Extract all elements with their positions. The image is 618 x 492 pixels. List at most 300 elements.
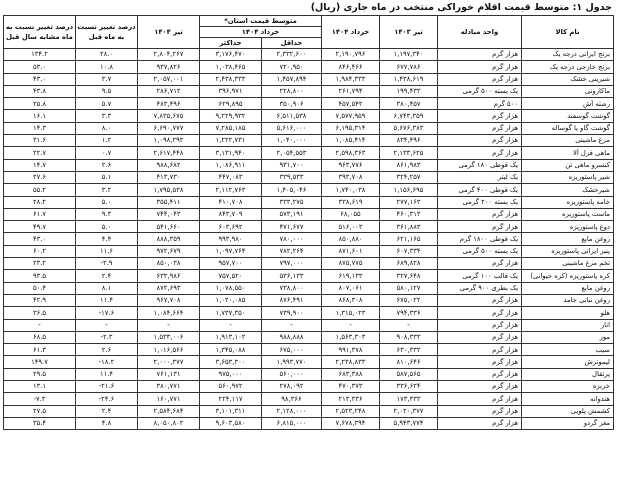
cell-province-max: ۱,۰۲۰,۰۸۵ [200, 294, 262, 306]
cell-khordad1404: ۸۵۰,۸۸۰ [322, 233, 380, 245]
cell-tir1403: ۱,۱۹۷,۳۴۰ [380, 49, 438, 61]
header-max: حداکثر [200, 38, 262, 49]
cell-item-name: روغن مایع [522, 233, 614, 245]
cell-change-prev: ۵.۰ [76, 221, 138, 233]
cell-tir1404: ۲,۰۵۷,۰۰۱ [138, 73, 200, 85]
cell-khordad1404: ۹۶۳,۷۷۶ [322, 159, 380, 171]
cell-change-year: ۱۴.۷ [4, 159, 76, 171]
cell-province-max: ۲,۴۳۸,۳۳۳ [200, 73, 262, 85]
cell-khordad1404: ۳۹۳,۷۰۸ [322, 171, 380, 183]
cell-unit: یک بسته ۵۰۰ گرمی [438, 85, 522, 97]
table-body [4, 49, 614, 430]
cell-tir1404: ۲۸۶,۷۱۲ [138, 85, 200, 97]
cell-province-max: ۳,۱۰۱,۳۱۱ [200, 405, 262, 417]
cell-khordad1404: ۱,۹۸۴,۳۳۳ [322, 73, 380, 85]
cell-province-min: ۶۷۵,۰۰۰ [262, 344, 322, 356]
cell-province-max: ۴۴۷,۰۸۳ [200, 171, 262, 183]
cell-khordad1404: ۸۴۶,۴۶۶ [322, 61, 380, 73]
table-row [4, 393, 614, 405]
cell-change-prev: -۱۸.۲ [76, 356, 138, 368]
cell-province-max: ۱,۷۳۷,۳۵۰ [200, 307, 262, 319]
cell-change-prev: ۹.۳ [76, 208, 138, 220]
cell-unit: هزار گرم [438, 381, 522, 393]
cell-change-prev: -۲۴.۶ [76, 393, 138, 405]
cell-change-year: ۱۴۹.۷ [4, 356, 76, 368]
cell-tir1404: ۹۶۷,۷۰۸ [138, 294, 200, 306]
cell-tir1404: - [138, 319, 200, 331]
cell-change-prev: ۱۱.۴ [76, 294, 138, 306]
cell-province-max: ۱,۰۷۸,۵۵۰ [200, 282, 262, 294]
cell-unit: هزار گرم [438, 344, 522, 356]
cell-province-min: ۲,۳۳۲,۶۰۰ [262, 49, 322, 61]
cell-province-max: ۱,۹۱۳,۱۰۲ [200, 331, 262, 343]
cell-item-name: سیب [522, 344, 614, 356]
cell-province-max: ۲۲۴,۱۱۷ [200, 393, 262, 405]
table-row [4, 356, 614, 368]
cell-tir1404: ۹۸۸,۶۸۲ [138, 159, 200, 171]
cell-change-prev: ۳.۲ [76, 184, 138, 196]
cell-province-max: ۹۹۳,۹۸۰ [200, 233, 262, 245]
header-province-month: خرداد ۱۴۰۴ [200, 27, 322, 38]
cell-unit: یک بسته ۲۰۰ گرمی [438, 196, 522, 208]
cell-province-min: ۱,۰۴۰,۰۰۰ [262, 135, 322, 147]
cell-change-prev: ۱۰.۸ [76, 61, 138, 73]
cell-tir1404: ۴۸۳,۴۹۶ [138, 98, 200, 110]
cell-tir1404: ۲,۸۰۴,۲۶۷ [138, 49, 200, 61]
cell-khordad1404: - [322, 319, 380, 331]
cell-tir1403: ۶۷۷,۷۸۶ [380, 61, 438, 73]
table-row [4, 208, 614, 220]
cell-khordad1404: ۱,۵۶۳,۳۰۳ [322, 331, 380, 343]
cell-province-min: ۱,۹۹۳,۷۷۰ [262, 356, 322, 368]
cell-item-name: هلو [522, 307, 614, 319]
cell-tir1403: ۳۳۶,۶۲۴ [380, 381, 438, 393]
header-khordad1404: خرداد ۱۴۰۴ [322, 16, 380, 49]
cell-province-min: ۹۸,۳۶۶ [262, 393, 322, 405]
cell-tir1403: ۲,۰۲۰,۳۷۷ [380, 405, 438, 417]
table-row [4, 184, 614, 196]
header-item: نام کالا [522, 16, 614, 49]
table-row [4, 110, 614, 122]
header-tir1404: تیر ۱۴۰۴ [138, 16, 200, 49]
cell-change-prev: -۲.۹ [76, 258, 138, 270]
cell-province-min: ۷۹۷,۰۰۰ [262, 258, 322, 270]
cell-item-name: رشته آش [522, 98, 614, 110]
cell-change-year: ۳۵.۴ [4, 417, 76, 429]
cell-change-prev: ۲.۶ [76, 344, 138, 356]
cell-khordad1404: ۳۳۸,۶۱۹ [322, 196, 380, 208]
cell-tir1403: ۸۳۴,۴۹۶ [380, 135, 438, 147]
cell-tir1403: ۶۷۵,۰۲۲ [380, 294, 438, 306]
cell-unit: هزار گرم [438, 356, 522, 368]
cell-tir1403: ۵۸۰,۱۲۷ [380, 282, 438, 294]
cell-unit: هزار گرم [438, 307, 522, 319]
cell-change-prev: ۱.۲ [76, 135, 138, 147]
cell-unit: هزار گرم [438, 147, 522, 159]
cell-change-prev: ۲.۴ [76, 405, 138, 417]
cell-unit: هزار گرم [438, 221, 522, 233]
cell-unit: یک قوطی ۴۰۰ گرمی [438, 184, 522, 196]
cell-item-name: خربزه [522, 381, 614, 393]
cell-khordad1404: ۸۷۱,۶۰۱ [322, 245, 380, 257]
cell-province-max: ۹۵۷,۷۰۰ [200, 258, 262, 270]
cell-unit: هزار گرم [438, 393, 522, 405]
table-row [4, 245, 614, 257]
cell-change-year: ۶۱.۷ [4, 208, 76, 220]
cell-khordad1404: ۲,۵۲۳,۲۴۸ [322, 405, 380, 417]
cell-change-year: ۵۳.۰ [4, 61, 76, 73]
cell-item-name: کنسرو ماهی تن [522, 159, 614, 171]
cell-change-prev: - [76, 319, 138, 331]
cell-province-min: ۵۶۰,۰۰۰ [262, 368, 322, 380]
table-title: جدول ۱: متوسط قیمت اقلام خوراکی منتخب در ماه جاری (ریال) [310, 2, 612, 13]
cell-item-name: کره پاستوریزه (کره حیوانی) [522, 270, 614, 282]
cell-unit: هزار گرم [438, 331, 522, 343]
cell-change-year: ۴۳.۰ [4, 233, 76, 245]
cell-province-min: ۸۷۶,۴۹۱ [262, 294, 322, 306]
cell-tir1403: ۱۹۹,۴۳۳ [380, 85, 438, 97]
cell-change-prev: ۱۱.۴ [76, 368, 138, 380]
cell-province-min: ۲۷۸,۰۹۲ [262, 381, 322, 393]
table-row [4, 147, 614, 159]
cell-province-max: ۱,۰۹۷,۷۶۴ [200, 245, 262, 257]
cell-tir1403: - [380, 319, 438, 331]
cell-khordad1404: ۶۸,۰۵۵ [322, 208, 380, 220]
table-row [4, 196, 614, 208]
cell-change-year: ۴۲.۹ [4, 294, 76, 306]
cell-unit: هزار گرم [438, 61, 522, 73]
cell-change-prev: -۲.۳ [76, 331, 138, 343]
cell-khordad1404: ۷,۵۷۷,۹۵۹ [322, 110, 380, 122]
cell-province-max: ۲,۱۱۲,۷۶۳ [200, 184, 262, 196]
report-page [4, 0, 614, 430]
cell-change-prev: ۵.۰ [76, 196, 138, 208]
cell-item-name: روغن نباتی جامد [522, 294, 614, 306]
price-table [3, 15, 614, 430]
cell-tir1404: ۶۳۳,۹۸۶ [138, 270, 200, 282]
cell-province-min: ۲,۰۵۴,۵۵۳ [262, 147, 322, 159]
cell-province-min: ۳۵۰,۹۰۶ [262, 98, 322, 110]
cell-change-year: ۴۹.۷ [4, 221, 76, 233]
cell-tir1403: ۲۷۷,۱۶۳ [380, 196, 438, 208]
cell-change-prev: ۸.۰ [76, 122, 138, 134]
cell-province-max: ۸۴۳,۷۰۹ [200, 208, 262, 220]
cell-province-max: ۹۷۵,۰۰۰ [200, 368, 262, 380]
header-tir1403: تیر ۱۴۰۳ [380, 16, 438, 49]
cell-tir1403: ۳۶۱,۸۸۳ [380, 221, 438, 233]
cell-province-max: ۵۶۰,۹۷۲ [200, 381, 262, 393]
cell-item-name: برنج ایرانی درجه یک [522, 49, 614, 61]
header-row-top [4, 16, 614, 27]
table-row [4, 73, 614, 85]
cell-unit: هزار گرم [438, 417, 522, 429]
cell-khordad1404: ۱,۳۱۵,۰۲۳ [322, 307, 380, 319]
cell-change-year: ۶۱.۳ [4, 344, 76, 356]
cell-province-min: ۴۷۱,۶۷۷ [262, 221, 322, 233]
cell-change-year: ۱۶.۱ [4, 110, 76, 122]
cell-khordad1404: ۲,۵۹۸,۳۶۳ [322, 147, 380, 159]
cell-province-min: ۵۳۶,۱۳۳ [262, 270, 322, 282]
cell-tir1403: ۳۲۴,۲۵۷ [380, 171, 438, 183]
cell-item-name: ماکارونی [522, 85, 614, 97]
cell-tir1404: ۷۶۱,۱۳۱ [138, 368, 200, 380]
cell-tir1404: ۸۵۰,۰۳۸ [138, 258, 200, 270]
cell-tir1403: ۱,۱۵۶,۶۹۵ [380, 184, 438, 196]
cell-province-max: ۹,۲۲۹,۹۳۲ [200, 110, 262, 122]
cell-tir1404: ۱۶۰,۷۷۱ [138, 393, 200, 405]
cell-change-prev: ۹.۵ [76, 85, 138, 97]
cell-change-prev: ۴.۸ [76, 417, 138, 429]
cell-unit: یک بسته ۵۰۰ گرمی [438, 245, 522, 257]
cell-tir1404: ۷,۸۳۵,۶۷۵ [138, 110, 200, 122]
table-row [4, 405, 614, 417]
cell-khordad1404: ۷,۶۷۸,۳۹۴ [322, 417, 380, 429]
cell-tir1404: ۹۷۲,۶۷۹ [138, 245, 200, 257]
cell-item-name: انار [522, 319, 614, 331]
table-row [4, 307, 614, 319]
cell-tir1403: ۶,۷۴۳,۳۵۹ [380, 110, 438, 122]
cell-item-name: شیر پاستوریزه [522, 171, 614, 183]
cell-province-min: ۶,۵۱۱,۵۳۸ [262, 110, 322, 122]
cell-khordad1404: ۴۷۰,۳۷۳ [322, 381, 380, 393]
cell-province-max: ۶۲۹,۸۹۵ [200, 98, 262, 110]
cell-change-year: ۲۲.۷ [4, 147, 76, 159]
cell-unit: یک قالب ۱۰۰ گرمی [438, 270, 522, 282]
cell-province-min: ۳۳۹,۵۳۳ [262, 171, 322, 183]
cell-unit: هزار گرم [438, 294, 522, 306]
cell-tir1403: ۳۲۷,۶۴۸ [380, 270, 438, 282]
cell-province-min: ۱,۴۰۵,۰۴۶ [262, 184, 322, 196]
cell-tir1404: ۱,۰۸۴,۶۶۴ [138, 307, 200, 319]
cell-province-min: - [262, 319, 322, 331]
cell-tir1403: ۸۶۱,۹۸۳ [380, 159, 438, 171]
cell-change-prev: ۸.۱ [76, 282, 138, 294]
header-province-group: متوسط قیمت استان* [200, 16, 322, 27]
cell-unit: هزار گرم [438, 368, 522, 380]
cell-change-prev: ۲.۶ [76, 159, 138, 171]
cell-khordad1404: ۸۰۷,۰۶۱ [322, 282, 380, 294]
cell-province-max: - [200, 319, 262, 331]
cell-province-min: ۲۲۸,۸۰۰ [262, 85, 322, 97]
cell-unit: هزار گرم [438, 135, 522, 147]
cell-tir1403: ۹۰۸,۳۳۳ [380, 331, 438, 343]
cell-change-year: ۴۳.۸ [4, 85, 76, 97]
cell-khordad1404: ۶,۱۹۵,۳۱۴ [322, 122, 380, 134]
cell-tir1404: ۱,۰۹۸,۲۹۲ [138, 135, 200, 147]
cell-change-year: ۳۶.۵ [4, 307, 76, 319]
cell-province-min: ۷۳۸,۸۰۰ [262, 282, 322, 294]
cell-khordad1404: ۲,۱۹۰,۷۹۶ [322, 49, 380, 61]
cell-item-name: لیموترش [522, 356, 614, 368]
cell-change-year: -۷.۳ [4, 393, 76, 405]
cell-tir1404: ۸۸۸,۳۵۹ [138, 233, 200, 245]
cell-tir1403: ۴۶۰,۳۱۳ [380, 208, 438, 220]
cell-khordad1404: ۲۱۳,۳۳۶ [322, 393, 380, 405]
table-row [4, 122, 614, 134]
cell-change-prev: -۲۱.۶ [76, 381, 138, 393]
table-row [4, 381, 614, 393]
cell-change-year: ۱۴.۳ [4, 122, 76, 134]
cell-tir1403: ۲,۱۳۳,۶۲۵ [380, 147, 438, 159]
cell-province-min: ۹۸۸,۸۸۸ [262, 331, 322, 343]
cell-tir1404: ۱,۰۱۶,۵۶۶ [138, 344, 200, 356]
cell-item-name: شیرخشک [522, 184, 614, 196]
cell-province-max: ۱,۲۲۲,۷۳۱ [200, 135, 262, 147]
table-row [4, 417, 614, 429]
cell-khordad1404: ۴۵۷,۵۴۲ [322, 98, 380, 110]
cell-change-prev: ۲۸.۰ [76, 49, 138, 61]
cell-tir1404: ۳۵۵,۴۱۱ [138, 196, 200, 208]
cell-tir1403: ۱۷۳,۳۳۳ [380, 393, 438, 405]
cell-province-max: ۷,۲۸۵,۱۸۵ [200, 122, 262, 134]
cell-item-name: ماست پاستوریزه [522, 208, 614, 220]
cell-item-name: خامه پاستوریزه [522, 196, 614, 208]
cell-khordad1404: ۸۷۵,۷۷۵ [322, 258, 380, 270]
table-row [4, 171, 614, 183]
cell-unit: هزار گرم [438, 49, 522, 61]
cell-province-max: ۶۰۳,۶۹۲ [200, 221, 262, 233]
cell-khordad1404: ۵۱۶,۰۰۳ [322, 221, 380, 233]
cell-change-year: ۴۳.۰ [4, 73, 76, 85]
cell-item-name: گوشت گاو یا گوساله [522, 122, 614, 134]
cell-change-year: - [4, 319, 76, 331]
cell-tir1403: ۶۲۱,۱۶۵ [380, 233, 438, 245]
cell-province-max: ۷۵۷,۵۲۰ [200, 270, 262, 282]
table-row [4, 221, 614, 233]
cell-change-prev: ۵.۱ [76, 171, 138, 183]
cell-unit: یک لیتر [438, 171, 522, 183]
cell-tir1404: ۲,۶۱۷,۴۴۸ [138, 147, 200, 159]
table-row [4, 85, 614, 97]
table-row [4, 294, 614, 306]
cell-change-year: ۲۹.۵ [4, 368, 76, 380]
cell-tir1403: ۶۸۹,۸۲۸ [380, 258, 438, 270]
cell-province-min: ۷۲۰,۹۵۰ [262, 61, 322, 73]
cell-province-min: ۷۸۰,۰۰۰ [262, 233, 322, 245]
cell-change-year: ۲۵.۸ [4, 98, 76, 110]
cell-change-year: ۵۵.۲ [4, 184, 76, 196]
cell-item-name: مرغ ماشینی [522, 135, 614, 147]
cell-unit: یک قوطی ۱۸۰ گرمی [438, 159, 522, 171]
table-row [4, 344, 614, 356]
cell-tir1404: ۱,۵۳۳,۰۰۶ [138, 331, 200, 343]
cell-item-name: تخم مرغ ماشینی [522, 258, 614, 270]
table-row [4, 368, 614, 380]
cell-change-year: ۲۷.۶ [4, 171, 76, 183]
cell-tir1404: ۶,۶۹۰,۷۷۷ [138, 122, 200, 134]
cell-tir1404: ۴۱۳,۷۳۰ [138, 171, 200, 183]
cell-tir1403: ۱,۴۳۸,۶۱۹ [380, 73, 438, 85]
cell-province-max: ۳,۱۳۱,۹۴۰ [200, 147, 262, 159]
cell-tir1404: ۳۸۰,۷۷۱ [138, 381, 200, 393]
cell-change-year: ۲۷.۵ [4, 405, 76, 417]
cell-khordad1404: ۱,۰۸۵,۴۱۴ [322, 135, 380, 147]
cell-tir1404: ۱,۷۹۵,۵۳۸ [138, 184, 200, 196]
cell-khordad1404: ۶۱۹,۱۳۳ [322, 270, 380, 282]
cell-khordad1404: ۹۹۱,۳۷۸ [322, 344, 380, 356]
cell-change-prev: ۰.۷ [76, 147, 138, 159]
cell-province-min: ۱,۴۵۷,۸۹۴ [262, 73, 322, 85]
table-row [4, 282, 614, 294]
cell-province-max: ۱,۰۳۸,۴۶۵ [200, 61, 262, 73]
cell-item-name: شیرینی خشک [522, 73, 614, 85]
cell-tir1404: ۸,۰۵۰,۸۰۲ [138, 417, 200, 429]
cell-province-min: ۵,۶۱۶,۰۰۰ [262, 122, 322, 134]
cell-province-max: ۱,۰۸۶,۹۱۱ [200, 159, 262, 171]
cell-khordad1404: ۲,۲۳۸,۸۳۳ [322, 356, 380, 368]
cell-item-name: مغز گردو [522, 417, 614, 429]
cell-khordad1404: ۶۸۳,۳۸۸ [322, 368, 380, 380]
cell-change-prev: ۳.۷ [76, 73, 138, 85]
cell-tir1404: ۸۷۲,۶۹۳ [138, 282, 200, 294]
cell-item-name: ماهی قزل آلا [522, 147, 614, 159]
cell-tir1403: ۸۱۰,۶۴۶ [380, 356, 438, 368]
cell-item-name: پرتقال [522, 368, 614, 380]
table-row [4, 159, 614, 171]
table-row [4, 135, 614, 147]
cell-khordad1404: ۸۶۸,۳۰۸ [322, 294, 380, 306]
cell-unit: هزار گرم [438, 122, 522, 134]
cell-item-name: دوغ پاستوریزه [522, 221, 614, 233]
cell-unit: هزار گرم [438, 208, 522, 220]
cell-change-year: ۶۸.۵ [4, 331, 76, 343]
cell-change-year: ۱۳۴.۲ [4, 49, 76, 61]
cell-change-prev: -۱۷.۶ [76, 307, 138, 319]
cell-item-name: موز [522, 331, 614, 343]
cell-change-year: ۵۰.۴ [4, 282, 76, 294]
cell-province-max: ۳,۶۵۳,۳۰۰ [200, 356, 262, 368]
cell-item-name: پنیر ایرانی پاستوریزه [522, 245, 614, 257]
cell-change-year: ۲۳.۲ [4, 258, 76, 270]
cell-item-name: هندوانه [522, 393, 614, 405]
header-change-prev: درصد تغییر نسبت به ماه قبل [76, 16, 138, 49]
cell-province-min: ۷۸۲,۲۶۴ [262, 245, 322, 257]
cell-province-min: ۶,۸۱۵,۰۰۰ [262, 417, 322, 429]
cell-tir1404: ۲,۰۰۰,۳۷۷ [138, 356, 200, 368]
cell-province-min: ۵۷۳,۱۹۱ [262, 208, 322, 220]
cell-khordad1404: ۱,۷۴۰,۰۳۸ [322, 184, 380, 196]
cell-tir1403: ۳۸۰,۴۵۷ [380, 98, 438, 110]
table-row [4, 233, 614, 245]
table-row [4, 258, 614, 270]
cell-province-max: ۳,۱۷۶,۴۷۰ [200, 49, 262, 61]
cell-tir1404: ۵۴۱,۶۶۰ [138, 221, 200, 233]
cell-province-min: ۷۳۹,۹۰۰ [262, 307, 322, 319]
cell-unit: هزار گرم [438, 258, 522, 270]
cell-tir1403: ۶۰۷,۳۳۴ [380, 245, 438, 257]
cell-change-year: ۱۳.۱ [4, 381, 76, 393]
table-row [4, 270, 614, 282]
table-row [4, 49, 614, 61]
cell-unit: یک بطری ۹۰۰ گرمی [438, 282, 522, 294]
cell-khordad1404: ۲۶۱,۷۹۴ [322, 85, 380, 97]
cell-province-min: ۹۳۱,۷۰۰ [262, 159, 322, 171]
table-row [4, 331, 614, 343]
cell-change-year: ۶۰.۲ [4, 245, 76, 257]
header-min: حداقل [262, 38, 322, 49]
cell-tir1403: ۷۹۴,۳۳۶ [380, 307, 438, 319]
cell-tir1404: ۹۳۷,۸۲۶ [138, 61, 200, 73]
cell-province-max: ۳۹۶,۹۷۱ [200, 85, 262, 97]
cell-unit: هزار گرم [438, 405, 522, 417]
cell-province-min: ۲,۱۲۸,۰۰۰ [262, 405, 322, 417]
cell-province-max: ۹,۶۰۳,۵۸۰ [200, 417, 262, 429]
header-change-year: درصد تغییر نسبت به ماه مشابه سال قبل [4, 16, 76, 49]
cell-change-prev: ۳.۳ [76, 110, 138, 122]
table-row [4, 98, 614, 110]
cell-change-prev: ۴.۴ [76, 233, 138, 245]
cell-change-prev: ۲.۴ [76, 270, 138, 282]
